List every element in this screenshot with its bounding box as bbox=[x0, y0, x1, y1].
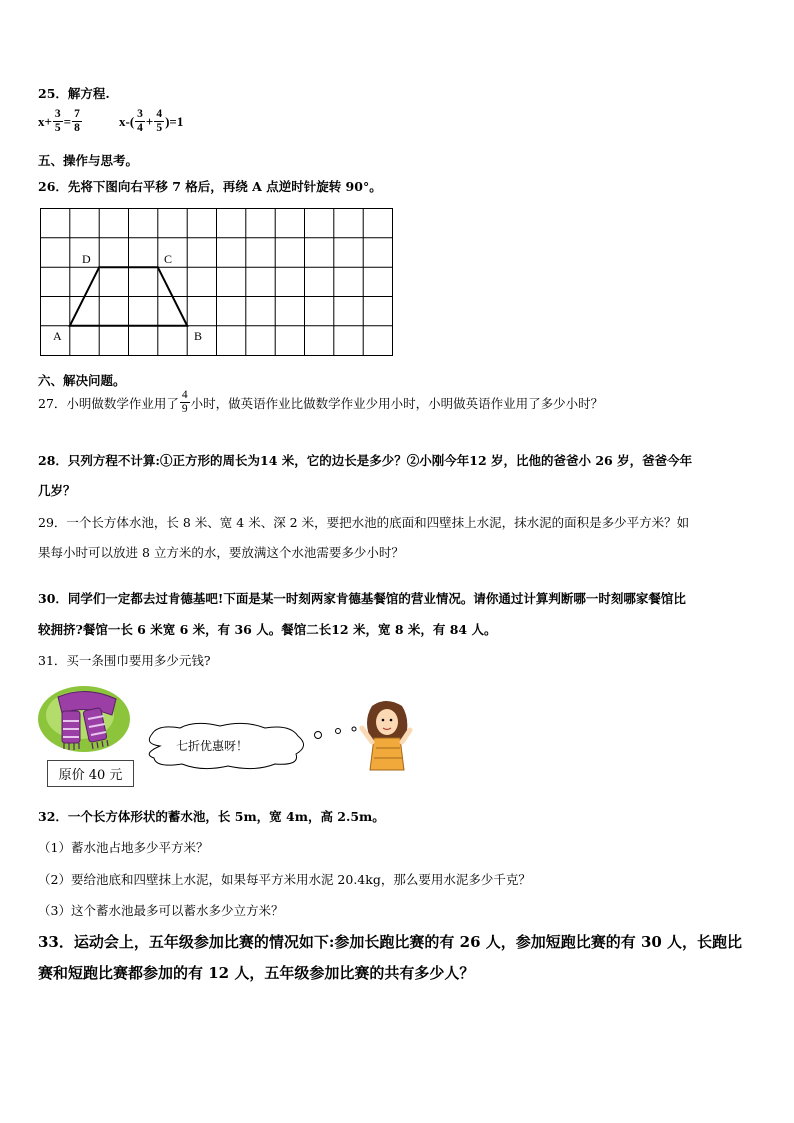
point-label-a: A bbox=[53, 329, 62, 343]
speech-text: 七折优惠呀！ bbox=[176, 739, 249, 753]
q25-title: 25．解方程. bbox=[38, 86, 110, 101]
q33-line-2: 赛和短跑比赛都参加的有 12 人，五年级参加比赛的共有多少人？ bbox=[38, 964, 475, 982]
q33-line-1: 33．运动会上，五年级参加比赛的情况如下:参加长跑比赛的有 26 人，参加短跑比赛的有 30 人，长跑比 bbox=[38, 933, 743, 951]
equation-1 bbox=[38, 108, 83, 135]
point-label-d: D bbox=[82, 252, 91, 266]
thought-dots bbox=[310, 725, 360, 745]
denominator: 5 bbox=[156, 122, 163, 134]
q27-fraction bbox=[180, 389, 190, 416]
eq2-plus: + bbox=[145, 113, 154, 129]
grid-lines bbox=[40, 208, 393, 356]
eq1-fraction-1 bbox=[53, 108, 63, 135]
q26-text: 26．先将下图向右平移 7 格后，再绕 A 点逆时针旋转 90°。 bbox=[38, 179, 382, 194]
q32-sub-1: （1）蓄水池占地多少平方米？ bbox=[38, 840, 209, 855]
eq2-lhs: x-( bbox=[119, 113, 135, 129]
denominator: 5 bbox=[54, 122, 61, 134]
denominator: 9 bbox=[181, 403, 188, 415]
q32-sub-3: （3）这个蓄水池最多可以蓄水多少立方米？ bbox=[38, 903, 284, 918]
grid-figure bbox=[40, 208, 394, 362]
eq2-fraction-1 bbox=[135, 108, 145, 135]
point-label-b: B bbox=[194, 329, 203, 343]
numerator: 7 bbox=[74, 108, 80, 120]
eq1-equals: = bbox=[63, 113, 72, 129]
price-tag bbox=[47, 760, 134, 787]
numerator: 3 bbox=[54, 108, 61, 120]
denominator: 4 bbox=[137, 122, 143, 134]
eq1-fraction-2 bbox=[72, 108, 82, 135]
eq2-fraction-2 bbox=[154, 108, 164, 135]
q31-text: 31．买一条围巾要用多少元钱? bbox=[38, 653, 211, 668]
q32-text: 32．一个长方体形状的蓄水池，长 5m，宽 4m，高 2.5m。 bbox=[38, 809, 385, 824]
eq2-rhs: )=1 bbox=[165, 113, 184, 129]
q30-line-2: 较拥挤?餐馆一长 6 米宽 6 米，有 36 人。餐馆二长12 米，宽 8 米，有 84 人。 bbox=[38, 622, 497, 637]
denominator: 8 bbox=[74, 122, 80, 134]
numerator: 4 bbox=[181, 389, 188, 401]
q29-line-2: 果每小时可以放进 8 立方米的水，要放满这个水池需要多少小时？ bbox=[38, 545, 404, 560]
girl-illustration bbox=[358, 698, 414, 772]
q32-sub-2: （2）要给池底和四壁抹上水泥，如果每平方米用水泥 20.4kg，那么要用水泥多少千克？ bbox=[38, 872, 531, 887]
scarf-illustration bbox=[36, 683, 136, 755]
q27-after: 小时，做英语作业比做数学作业少用小时，小明做英语作业用了多少小时？ bbox=[190, 395, 604, 411]
q30-line-1: 30．同学们一定都去过肯德基吧!下面是某一时刻两家肯德基餐馆的营业情况。请你通过计算判断哪一时刻哪家餐馆比 bbox=[38, 591, 686, 606]
section-6-heading: 六、解决问题。 bbox=[38, 373, 126, 388]
point-label-c: C bbox=[164, 252, 173, 266]
numerator: 3 bbox=[137, 108, 143, 120]
q27-before: 27．小明做数学作业用了 bbox=[38, 395, 179, 411]
q27-text bbox=[38, 389, 603, 416]
equation-2 bbox=[119, 108, 183, 135]
q28-line-2: 几岁？ bbox=[38, 483, 76, 498]
grid-svg bbox=[40, 208, 394, 358]
numerator: 4 bbox=[156, 108, 163, 120]
price-text: 原价 40 元 bbox=[58, 768, 123, 783]
eq1-var: x+ bbox=[38, 113, 52, 129]
section-5-heading: 五、操作与思考。 bbox=[38, 153, 139, 168]
q28-line-1: 28．只列方程不计算:①正方形的周长为14 米，它的边长是多少？②小刚今年12 岁，比他的爸爸小 26 岁，爸爸今年 bbox=[38, 453, 693, 468]
q29-line-1: 29．一个长方体水池，长 8 米、宽 4 米、深 2 米，要把水池的底面和四壁抹上水泥，抹水泥的面积是多少平方米？如 bbox=[38, 515, 690, 530]
